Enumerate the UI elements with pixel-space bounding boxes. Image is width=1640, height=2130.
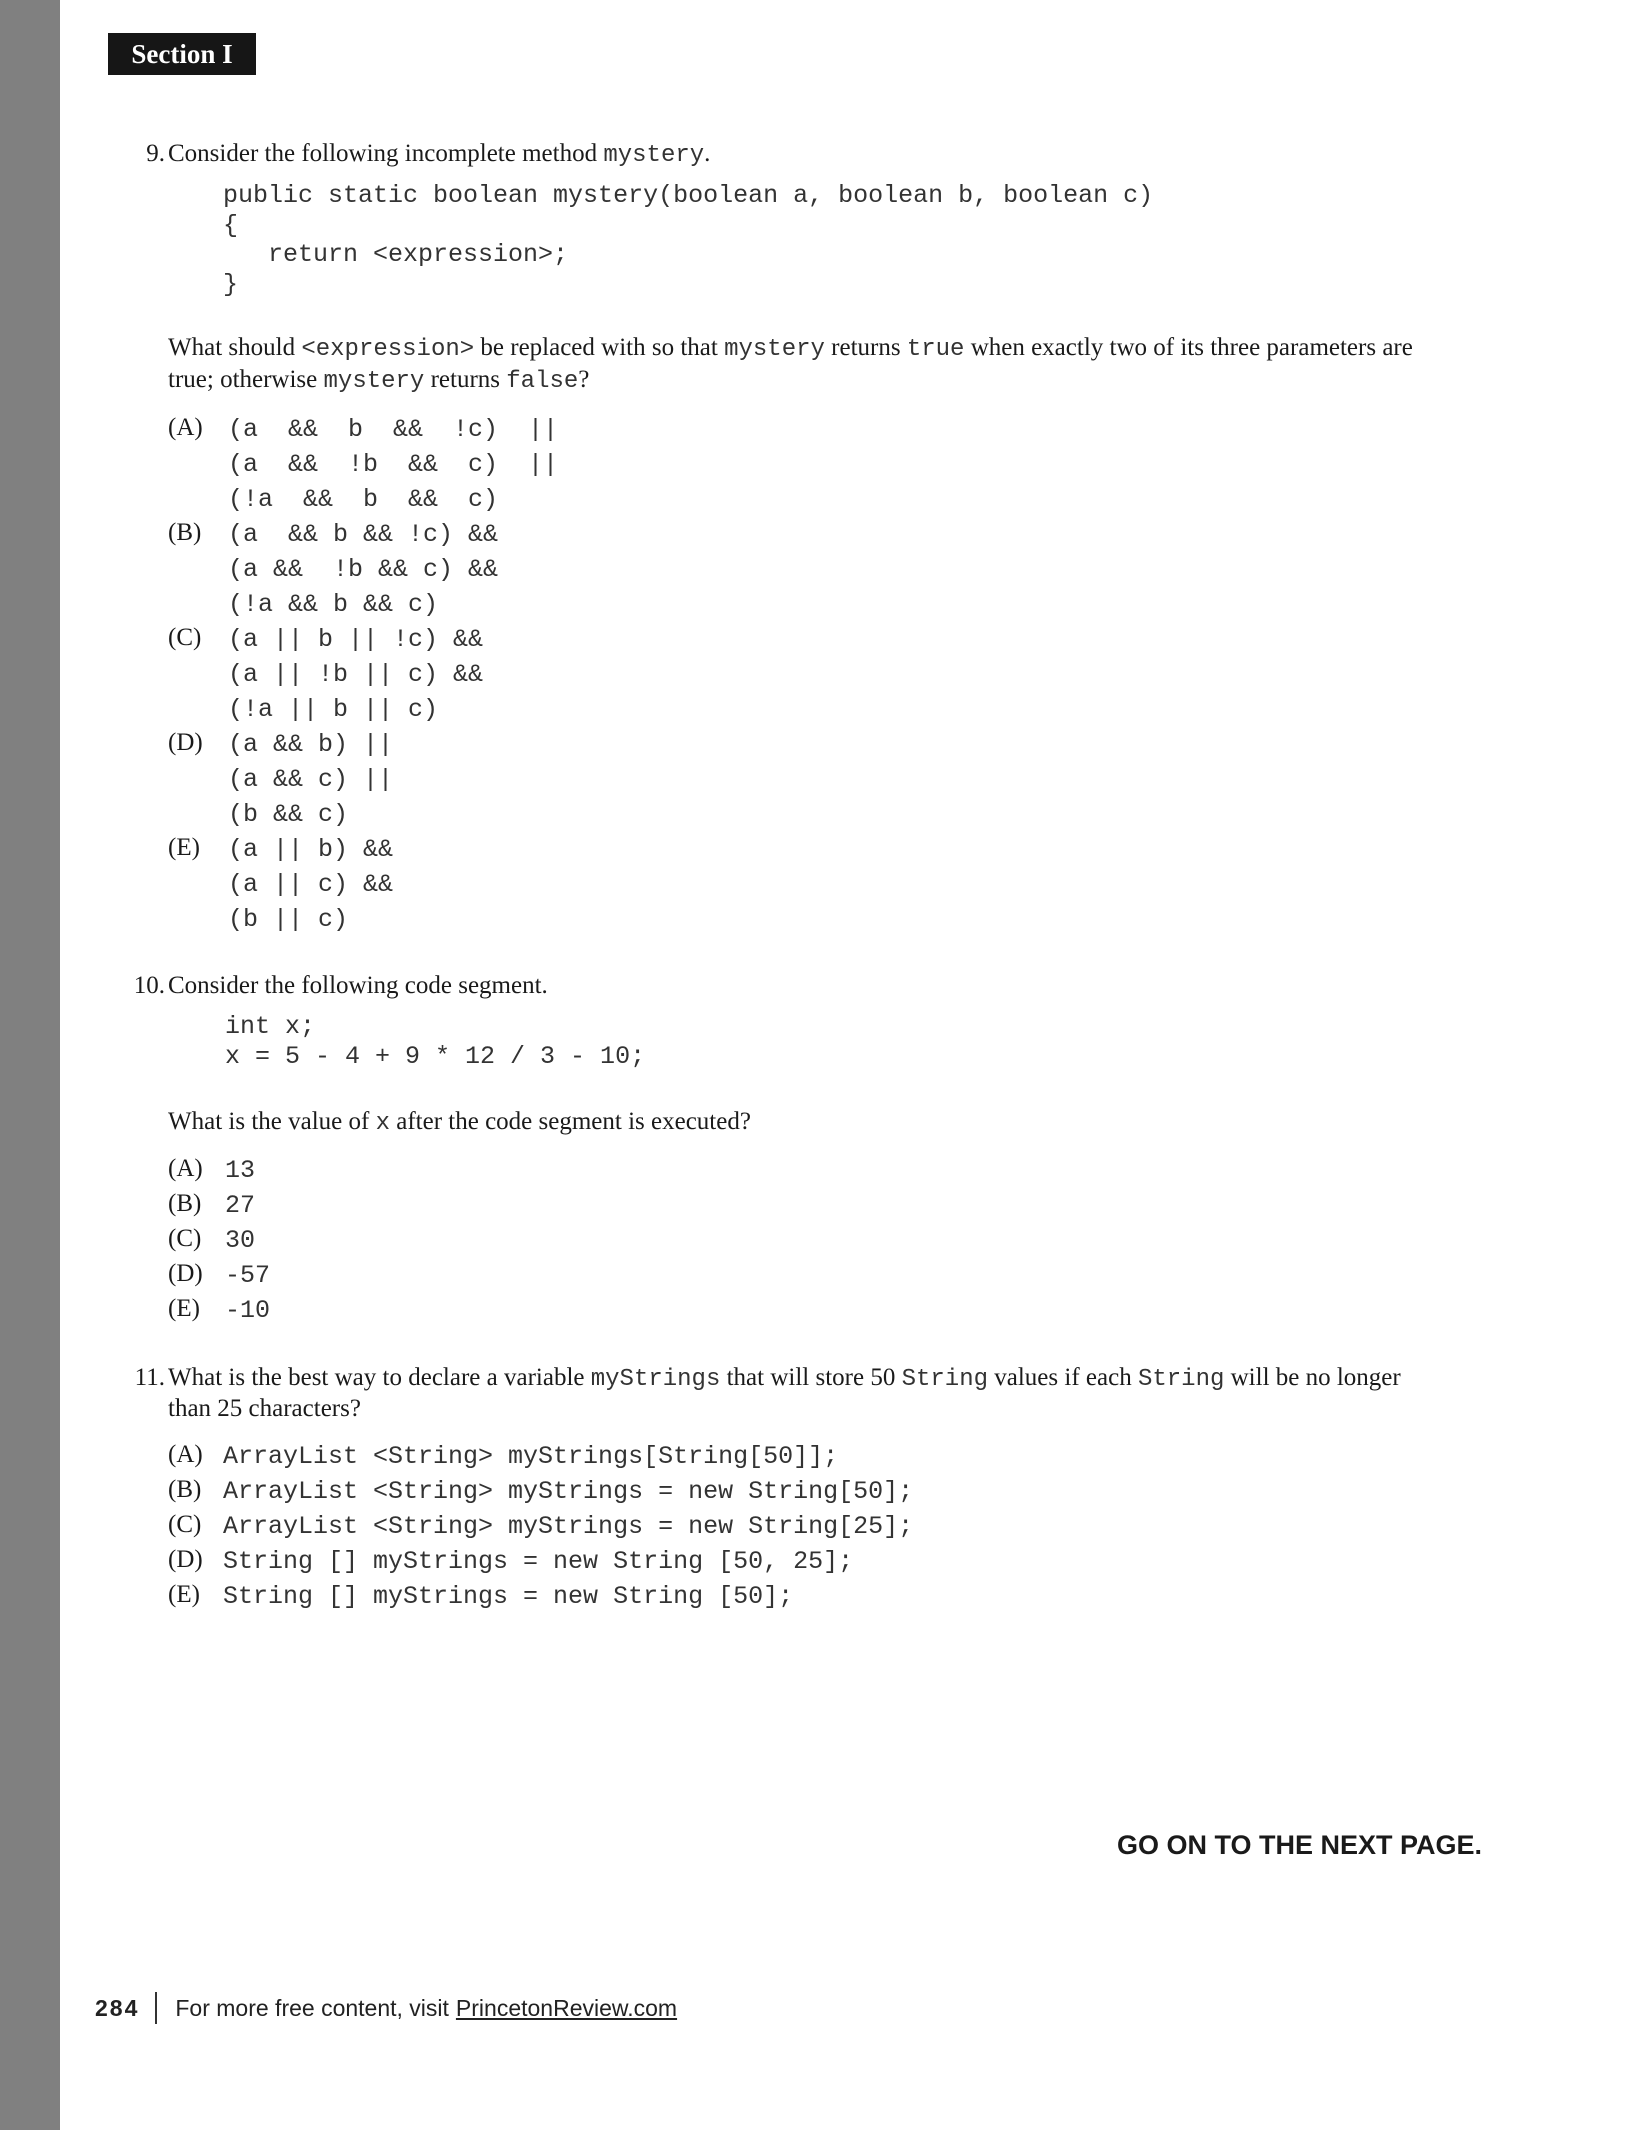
code-inline: myStrings (590, 1366, 721, 1393)
option-c-label[interactable]: (C) (168, 624, 202, 651)
code-line: return <expression>; (223, 240, 569, 269)
option-e-label[interactable]: (E) (168, 1295, 200, 1322)
option-a-label[interactable]: (A) (168, 1441, 203, 1468)
question-stem (168, 1364, 1401, 1393)
code-line: x = 5 - 4 + 9 * 12 / 3 - 10; (225, 1042, 646, 1071)
code-inline: String (1137, 1366, 1225, 1393)
question-prompt (168, 366, 589, 395)
code-inline: mystery (323, 368, 425, 395)
option-e-line: (a || c) && (228, 870, 394, 899)
prompt-text: true; otherwise (168, 366, 324, 393)
question-number: 10. (133, 972, 165, 999)
prompt-text: What is the value of (168, 1108, 376, 1135)
option-b-line: (a && b && !c) && (228, 520, 499, 549)
option-b-line: (a && !b && c) && (228, 555, 499, 584)
option-c-line: (a || b || !c) && (228, 625, 484, 654)
option-c-text: ArrayList <String> myStrings = new String[25]; (223, 1512, 914, 1541)
option-c-text: 30 (225, 1226, 256, 1255)
option-a-line: (a && b && !c) || (228, 415, 559, 444)
option-b-text: ArrayList <String> myStrings = new String[50]; (223, 1477, 914, 1506)
code-inline: String (901, 1366, 989, 1393)
option-d-text: -57 (225, 1261, 271, 1290)
question-stem: Consider the following code segment. (168, 972, 548, 999)
go-next-page-notice: GO ON TO THE NEXT PAGE. (1116, 1830, 1482, 1860)
option-d-label[interactable]: (D) (168, 1260, 203, 1287)
footer-divider (155, 1992, 157, 2024)
option-b-label[interactable]: (B) (168, 1190, 202, 1217)
code-line: int x; (225, 1012, 316, 1041)
footer-text: For more free content, visit (175, 1994, 449, 2021)
option-d-line: (b && c) (228, 800, 349, 829)
option-a-label[interactable]: (A) (168, 1155, 203, 1182)
option-c-line: (a || !b || c) && (228, 660, 484, 689)
option-b-label[interactable]: (B) (168, 519, 202, 546)
option-d-text: String [] myStrings = new String [50, 25]; (223, 1547, 854, 1576)
option-c-label[interactable]: (C) (168, 1225, 202, 1252)
code-inline: <expression> (301, 336, 475, 363)
prompt-text: after the code segment is executed? (389, 1108, 751, 1135)
code-inline: mystery (724, 336, 825, 363)
question-number: 11. (134, 1364, 165, 1391)
prompt-text: when exactly two of its three parameters are (964, 334, 1413, 361)
question-prompt (168, 1108, 751, 1137)
princeton-review-link[interactable]: PrincetonReview.com (455, 1994, 678, 2021)
option-b-line: (!a && b && c) (228, 590, 439, 619)
code-inline: true (906, 336, 965, 363)
page-footer (95, 1992, 677, 2024)
option-b-text: 27 (225, 1191, 256, 1220)
option-a-text: ArrayList <String> myStrings[String[50]]; (223, 1442, 839, 1471)
page-margin-bar (0, 0, 60, 2130)
stem-text: . (704, 140, 711, 167)
prompt-text: returns (424, 366, 507, 393)
prompt-text: ? (578, 366, 590, 393)
section-badge: Section I (108, 33, 256, 75)
option-a-label[interactable]: (A) (168, 414, 203, 441)
option-e-line: (b || c) (228, 905, 349, 934)
code-inline: x (375, 1110, 390, 1137)
option-a-line: (a && !b && c) || (228, 450, 559, 479)
prompt-text: be replaced with so that (474, 334, 725, 361)
code-line: public static boolean mystery(boolean a, boolean b, boolean c) (223, 181, 1154, 210)
stem-text: What is the best way to declare a variable (168, 1364, 591, 1391)
code-inline: false (506, 368, 579, 395)
stem-text: will be no longer (1224, 1364, 1401, 1391)
stem-text: Consider the following incomplete method (168, 140, 604, 167)
prompt-text: What should (168, 334, 302, 361)
option-c-label[interactable]: (C) (168, 1511, 202, 1538)
option-e-label[interactable]: (E) (168, 1581, 200, 1608)
option-d-line: (a && c) || (228, 765, 394, 794)
option-d-label[interactable]: (D) (168, 1546, 203, 1573)
stem-text: that will store 50 (720, 1364, 902, 1391)
code-line: { (223, 211, 239, 240)
option-e-line: (a || b) && (228, 835, 394, 864)
option-c-line: (!a || b || c) (228, 695, 439, 724)
question-number: 9. (146, 140, 165, 167)
code-inline: mystery (603, 142, 705, 169)
option-d-label[interactable]: (D) (168, 729, 203, 756)
option-e-text: -10 (225, 1296, 271, 1325)
prompt-text: returns (824, 334, 907, 361)
option-e-text: String [] myStrings = new String [50]; (223, 1582, 794, 1611)
stem-text: values if each (988, 1364, 1138, 1391)
code-line: } (223, 270, 239, 299)
option-a-line: (!a && b && c) (228, 485, 499, 514)
page-number: 284 (95, 1994, 140, 2021)
question-prompt (168, 334, 1413, 363)
option-b-label[interactable]: (B) (168, 1476, 202, 1503)
question-stem (168, 140, 710, 169)
option-d-line: (a && b) || (228, 730, 394, 759)
question-stem: than 25 characters? (168, 1395, 361, 1422)
option-a-text: 13 (225, 1156, 256, 1185)
option-e-label[interactable]: (E) (168, 834, 200, 861)
